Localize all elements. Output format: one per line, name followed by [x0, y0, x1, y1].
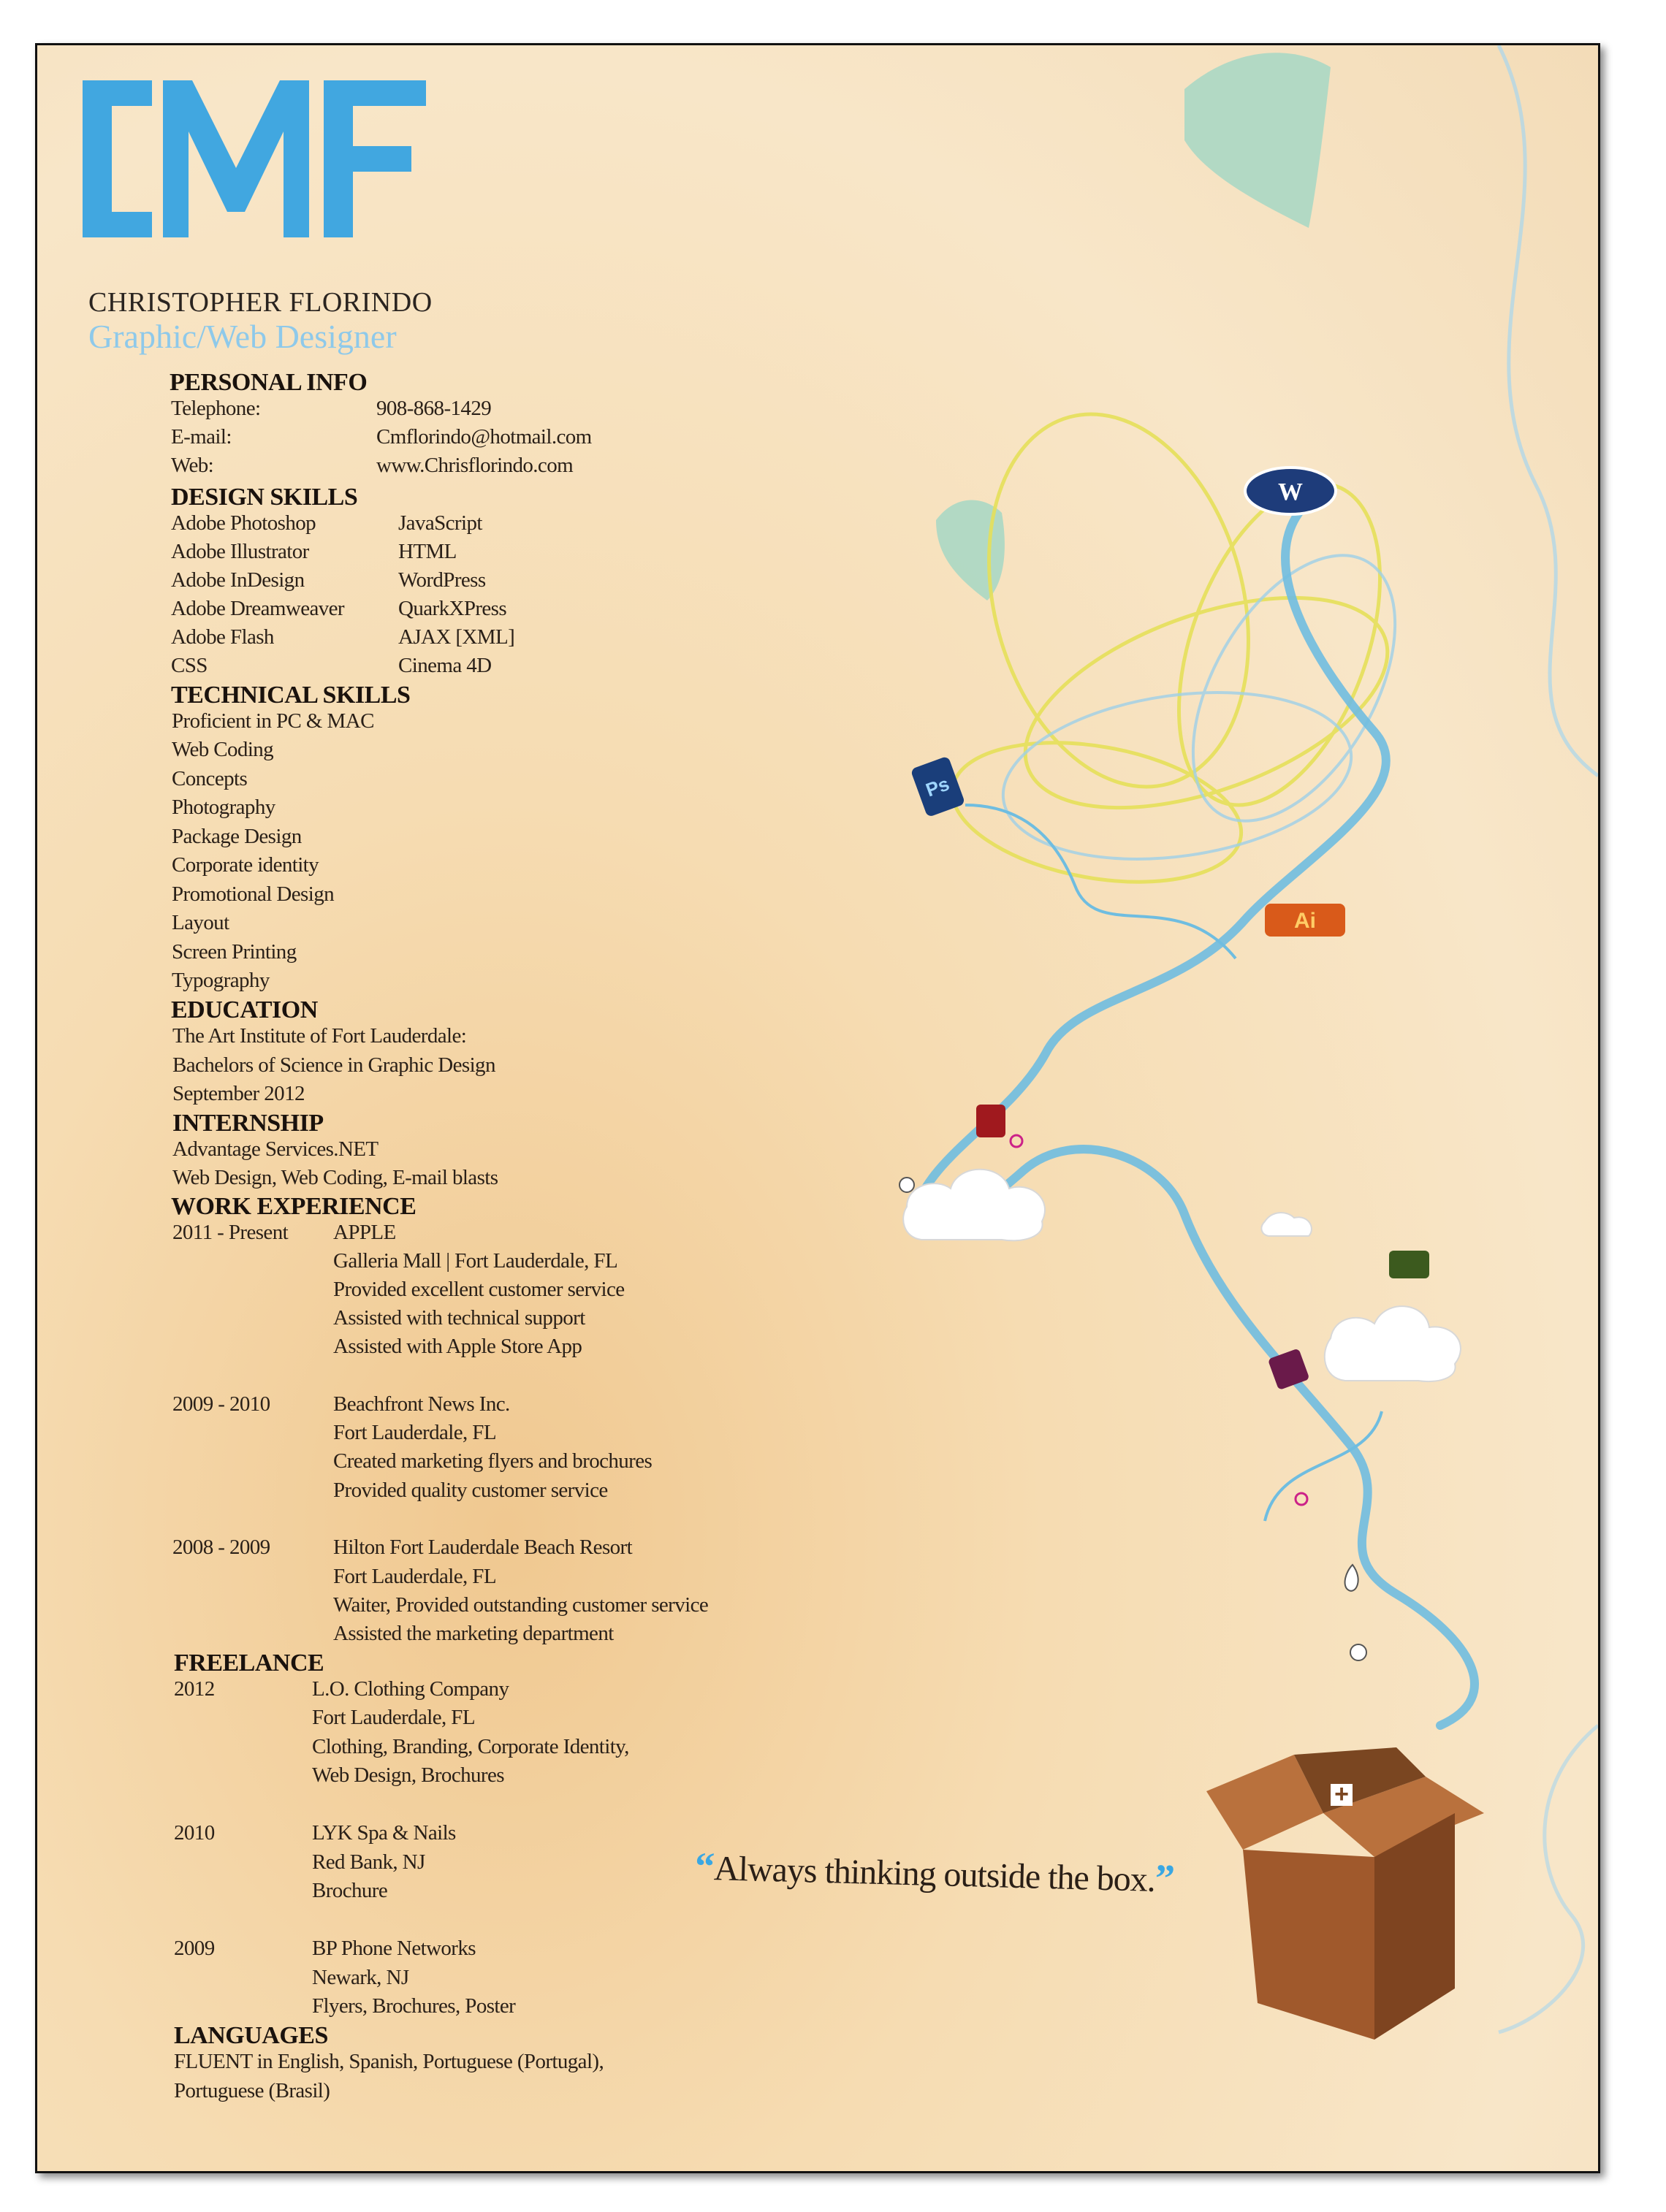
job-date: 2008 - 2009 — [172, 1536, 270, 1559]
design-skill: QuarkXPress — [398, 597, 507, 620]
person-role: Graphic/Web Designer — [88, 318, 397, 355]
email-label: E-mail: — [171, 425, 232, 449]
person-name: CHRISTOPHER FLORINDO — [88, 287, 433, 318]
education-heading: EDUCATION — [171, 996, 318, 1023]
swirl-right — [1499, 45, 1598, 776]
resume-page — [35, 43, 1600, 2173]
technical-skill: Package Design — [172, 825, 302, 848]
freelance-line: Brochure — [312, 1879, 388, 1902]
technical-skills-heading: TECHNICAL SKILLS — [171, 682, 411, 709]
technical-skill: Screen Printing — [172, 940, 297, 964]
internship-heading: INTERNSHIP — [172, 1110, 324, 1137]
technical-skill: Concepts — [172, 767, 248, 790]
job-line: Assisted with technical support — [333, 1306, 585, 1330]
job-date: 2011 - Present — [172, 1221, 289, 1244]
cloud-right — [1325, 1306, 1461, 1381]
job-line: Galleria Mall | Fort Lauderdale, FL — [333, 1249, 618, 1273]
leaf-large — [1184, 53, 1331, 228]
job-line: Assisted with Apple Store App — [333, 1335, 582, 1358]
technical-skill: Photography — [172, 796, 275, 819]
freelance-line: Clothing, Branding, Corporate Identity, — [312, 1735, 629, 1758]
job-line: Assisted the marketing department — [333, 1622, 614, 1645]
design-skill: Adobe Illustrator — [171, 540, 309, 563]
education-line: September 2012 — [172, 1082, 305, 1105]
job-line: Hilton Fort Lauderdale Beach Resort — [333, 1536, 633, 1559]
job-line: Fort Lauderdale, FL — [333, 1565, 496, 1588]
design-skill: AJAX [XML] — [398, 625, 515, 649]
tagline-text: Always thinking outside the box. — [713, 1849, 1156, 1899]
web-value[interactable]: www.Chrisflorindo.com — [376, 454, 574, 477]
swirl-right-bottom — [1499, 1725, 1598, 2032]
internship-line: Advantage Services.NET — [172, 1137, 379, 1161]
design-skill: Adobe Flash — [171, 625, 274, 649]
freelance-line: Flyers, Brochures, Poster — [312, 1994, 516, 2018]
internship-line: Web Design, Web Coding, E-mail blasts — [172, 1166, 498, 1189]
svg-text:W: W — [1278, 478, 1303, 506]
technical-skill: Typography — [172, 969, 270, 992]
design-skill: Cinema 4D — [398, 654, 492, 677]
design-skill: HTML — [398, 540, 457, 563]
cmf-logo — [83, 66, 433, 270]
freelance-line: Red Bank, NJ — [312, 1850, 425, 1874]
job-line: Beachfront News Inc. — [333, 1392, 510, 1416]
design-skill: CSS — [171, 654, 208, 677]
technical-skill: Proficient in PC & MAC — [172, 709, 374, 733]
wordpress-icon — [1245, 468, 1336, 514]
education-line: Bachelors of Science in Graphic Design — [172, 1053, 495, 1077]
telephone-value: 908-868-1429 — [376, 397, 492, 420]
design-skill: Adobe Dreamweaver — [171, 597, 344, 620]
box-illustration — [1206, 1747, 1484, 2040]
job-line: APPLE — [333, 1221, 396, 1244]
work-experience-heading: WORK EXPERIENCE — [171, 1193, 417, 1220]
languages-line: Portuguese (Brasil) — [174, 2079, 330, 2102]
freelance-line: LYK Spa & Nails — [312, 1821, 456, 1845]
job-line: Created marketing flyers and brochures — [333, 1449, 653, 1473]
job-line: Provided excellent customer service — [333, 1278, 625, 1301]
languages-line: FLUENT in English, Spanish, Portuguese (Portugal), — [174, 2050, 604, 2073]
telephone-label: Telephone: — [171, 397, 261, 420]
cloud-small — [1261, 1213, 1312, 1236]
close-quote: ” — [1155, 1856, 1175, 1901]
job-line: Fort Lauderdale, FL — [333, 1421, 496, 1444]
technical-skill: Promotional Design — [172, 882, 334, 906]
svg-text:Ai: Ai — [1294, 909, 1316, 933]
web-label: Web: — [171, 454, 214, 477]
open-quote: “ — [694, 1844, 715, 1889]
freelance-heading: FREELANCE — [174, 1650, 324, 1677]
freelance-date: 2012 — [174, 1677, 215, 1701]
design-skill: Adobe Photoshop — [171, 511, 316, 535]
freelance-line: Web Design, Brochures — [312, 1763, 504, 1787]
freelance-line: Fort Lauderdale, FL — [312, 1706, 475, 1729]
cloud-left — [903, 1170, 1045, 1241]
illustrator-icon — [1265, 904, 1345, 937]
freelance-line: Newark, NJ — [312, 1966, 409, 1989]
svg-text:Ps: Ps — [922, 772, 953, 801]
dreamweaver-icon — [1389, 1251, 1429, 1278]
email-value[interactable]: Cmflorindo@hotmail.com — [376, 425, 592, 449]
freelance-date: 2009 — [174, 1937, 215, 1960]
freelance-line: BP Phone Networks — [312, 1937, 476, 1960]
personal-info-heading: PERSONAL INFO — [170, 369, 368, 396]
education-line: The Art Institute of Fort Lauderdale: — [172, 1024, 467, 1048]
languages-heading: LANGUAGES — [174, 2022, 328, 2049]
svg-text:+: + — [1334, 1780, 1349, 1808]
freelance-date: 2010 — [174, 1821, 215, 1845]
technical-skill: Layout — [172, 911, 229, 934]
freelance-line: L.O. Clothing Company — [312, 1677, 509, 1701]
technical-skill: Web Coding — [172, 738, 274, 761]
design-skill: Adobe InDesign — [171, 568, 305, 592]
job-line: Provided quality customer service — [333, 1479, 608, 1502]
design-skills-heading: DESIGN SKILLS — [171, 484, 358, 511]
flash-icon — [976, 1105, 1005, 1137]
design-skill: JavaScript — [398, 511, 482, 535]
design-skill: WordPress — [398, 568, 486, 592]
job-line: Waiter, Provided outstanding customer service — [333, 1593, 709, 1617]
job-date: 2009 - 2010 — [172, 1392, 270, 1416]
technical-skill: Corporate identity — [172, 853, 319, 877]
thin-blue-line — [965, 805, 1236, 958]
